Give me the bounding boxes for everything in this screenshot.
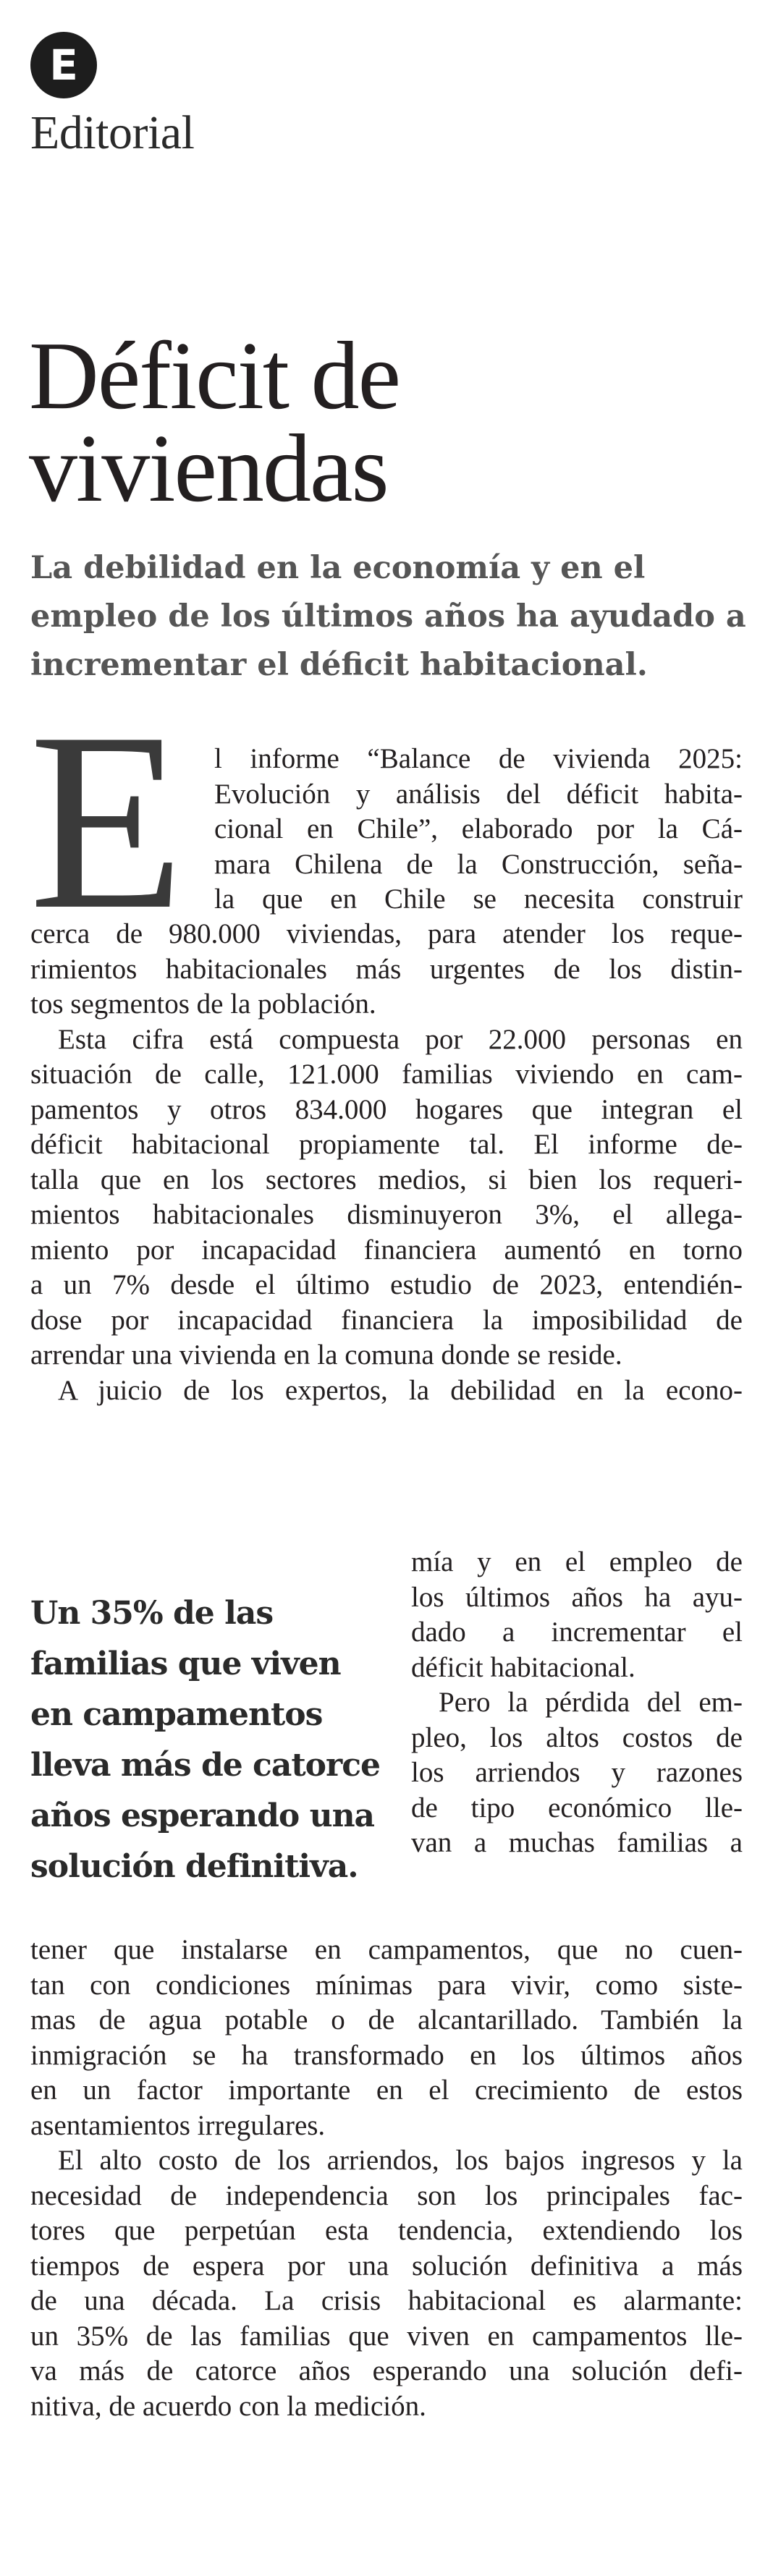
pull-quote-line: familias que viven [30, 1645, 341, 1682]
body-line: rimientos habitacionales más urgentes de los distin- [30, 953, 743, 985]
body-line: déficit habitacional propiamente tal. El informe de- [30, 1129, 743, 1160]
body-line: Evolución y análisis del déficit habita- [214, 778, 743, 810]
body-line: mía y en el empleo de [411, 1546, 743, 1577]
body-line: El alto costo de los arriendos, los bajos ingresos y la [58, 2145, 743, 2176]
body-line: de una década. La crisis habitacional es alarmante: [30, 2285, 743, 2316]
headline-line: viviendas [29, 415, 388, 522]
body-line: tos segmentos de la población. [30, 988, 376, 1020]
headline [29, 322, 753, 522]
editorial-badge-icon: E [30, 32, 97, 98]
body-line: dose por incapacidad financiera la imposibilidad de [30, 1304, 743, 1336]
body-line: mientos habitacionales disminuyeron 3%, el allega- [30, 1199, 743, 1230]
body-line: pleo, los altos costos de [411, 1721, 743, 1753]
pull-quote-line: años esperando una [30, 1797, 375, 1834]
body-line: inmigración se ha transformado en los últimos años [30, 2039, 743, 2071]
body-line: los últimos años ha ayu- [411, 1581, 743, 1613]
section-label: Editorial [30, 106, 195, 159]
body-line: tiempos de espera por una solución definitiva a más [30, 2250, 743, 2281]
body-line: en un factor importante en el crecimiento de estos [30, 2075, 743, 2106]
body-line: los arriendos y razones [411, 1757, 743, 1788]
article-block-1 [30, 917, 743, 1408]
deck-line: La debilidad en la economía y en el [30, 550, 646, 586]
body-line: va más de catorce años esperando una solución defi- [30, 2355, 743, 2386]
body-line: necesidad de independencia son los principales fac- [30, 2179, 743, 2211]
deck-line: incrementar el déficit habitacional. [30, 647, 648, 683]
body-line: tores que perpetúan esta tendencia, extendiendo los [30, 2215, 743, 2246]
body-line: déficit habitacional. [411, 1651, 635, 1683]
body-line: de tipo económico lle- [411, 1792, 743, 1823]
article-block-2 [30, 1933, 743, 2424]
body-line: asentamientos irregulares. [30, 2109, 326, 2141]
body-line: tener que instalarse en campamentos, que no cuen- [30, 1934, 743, 1965]
pull-quote-line: Un 35% de las [30, 1595, 274, 1632]
body-line: mara Chilena de la Construcción, seña- [214, 848, 743, 880]
body-line: pamentos y otros 834.000 hogares que integran el [30, 1093, 743, 1125]
body-line: tan con condiciones mínimas para vivir, como siste- [30, 1969, 743, 2001]
body-line: l informe “Balance de vivienda 2025: [214, 743, 743, 774]
pull-quote-line: en campamentos [30, 1696, 323, 1733]
deck-line: empleo de los últimos años ha ayudado a [30, 598, 746, 635]
body-line: nitiva, de acuerdo con la medición. [30, 2390, 426, 2422]
article-intro [214, 742, 743, 918]
body-line: la que en Chile se necesita construir [214, 884, 743, 915]
body-line: arrendar una vivienda en la comuna donde se reside. [30, 1339, 622, 1370]
body-line: Pero la pérdida del em- [439, 1687, 743, 1718]
body-line: talla que en los sectores medios, si bien los requeri- [30, 1164, 743, 1195]
drop-cap: E [29, 680, 185, 962]
body-line: Esta cifra está compuesta por 22.000 personas en [58, 1023, 743, 1055]
body-line: miento por incapacidad financiera aumentó en torno [30, 1234, 743, 1266]
body-line: situación de calle, 121.000 familias viviendo en cam- [30, 1059, 743, 1090]
article-side-column [411, 1545, 743, 1861]
pull-quote-line: lleva más de catorce [30, 1747, 380, 1784]
pull-quote-line: solución definitiva. [30, 1848, 358, 1885]
body-line: a un 7% desde el último estudio de 2023, entendién- [30, 1269, 743, 1300]
body-line: dado a incrementar el [411, 1617, 743, 1648]
headline-line: Déficit de [29, 322, 400, 429]
body-line: van a muchas familias a [411, 1827, 743, 1858]
body-line: mas de agua potable o de alcantarillado. También la [30, 2004, 743, 2035]
body-line: cerca de 980.000 viviendas, para atender los reque- [30, 918, 743, 949]
body-line: un 35% de las familias que viven en campamentos lle- [30, 2320, 743, 2352]
body-line: cional en Chile”, elaborado por la Cá- [214, 813, 743, 844]
pull-quote [30, 1588, 392, 1892]
body-line: A juicio de los expertos, la debilidad en la econo- [58, 1374, 743, 1406]
deck-subheadline [30, 544, 754, 690]
